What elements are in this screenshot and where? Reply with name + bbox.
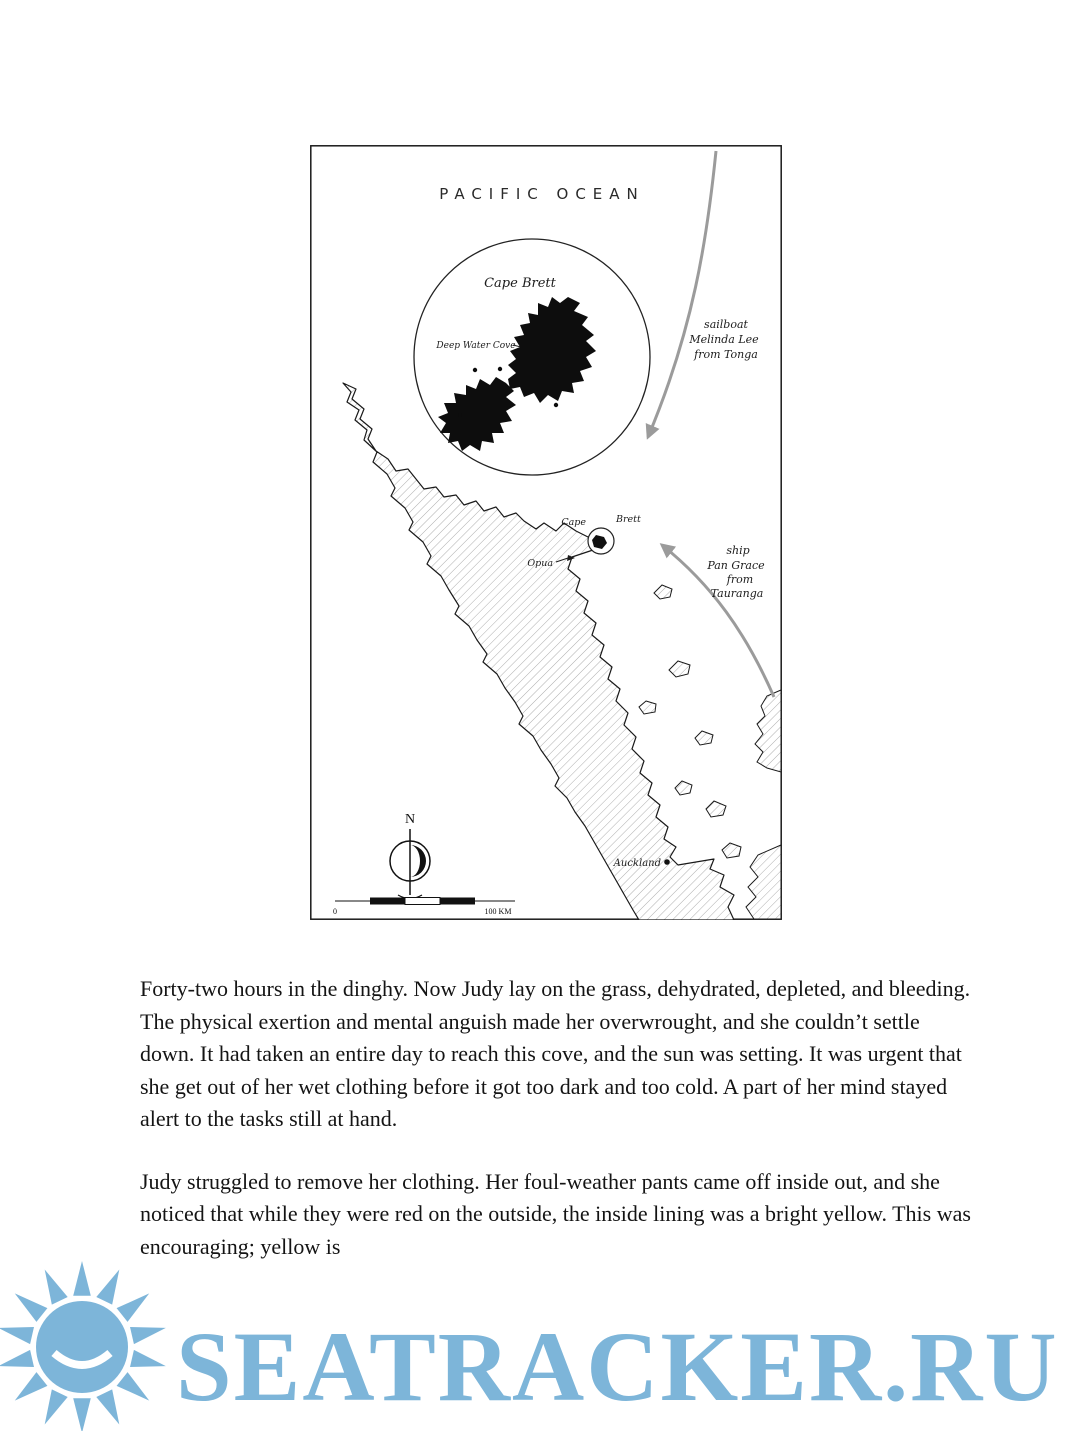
svg-text:Melinda Lee: Melinda Lee bbox=[689, 333, 759, 346]
inset-islet-dot bbox=[554, 403, 558, 407]
map-figure bbox=[310, 145, 782, 920]
svg-text:Pan Grace: Pan Grace bbox=[707, 559, 765, 572]
svg-text:Tauranga: Tauranga bbox=[710, 587, 764, 600]
svg-text:from Tonga: from Tonga bbox=[694, 348, 758, 361]
svg-text:sailboat: sailboat bbox=[704, 318, 748, 331]
auckland-label: Auckland bbox=[613, 858, 661, 869]
ocean-label: PACIFIC OCEAN bbox=[439, 185, 645, 203]
opua-label: Opua bbox=[527, 558, 553, 569]
auckland-dot bbox=[664, 859, 670, 865]
article-text bbox=[140, 973, 973, 1293]
svg-text:ship: ship bbox=[726, 544, 750, 557]
inset-cape-brett-label: Cape Brett bbox=[484, 276, 556, 291]
watermark bbox=[0, 1265, 1080, 1425]
cape-label: Cape bbox=[561, 517, 586, 528]
paragraph-1: Forty-two hours in the dinghy. Now Judy lay on the grass, dehydrated, depleted, and bleeding. The physical exertion and mental anguish made her overwrought, and she couldn’t settle down. It had taken an entire day to reach this cove, and the sun was setting. It was urgent that she get out of her wet clothing before it got too dark and too cold. A part of her mind stayed alert to the tasks still at hand. bbox=[140, 976, 971, 1131]
inset-islet-dot bbox=[498, 367, 502, 371]
scale-end-label: 100 KM bbox=[484, 907, 512, 916]
svg-text:from: from bbox=[726, 573, 754, 586]
inset-islet-dot bbox=[458, 413, 462, 417]
scale-zero-label: 0 bbox=[333, 907, 337, 916]
brett-label: Brett bbox=[616, 514, 641, 525]
inset-islet-dot bbox=[473, 368, 477, 372]
paragraph-2: Judy struggled to remove her clothing. Her foul-weather pants came off inside out, and she noticed that while they were red on the outside, the inside lining was a bright yellow. This was encouraging; yellow is bbox=[140, 1168, 971, 1259]
watermark-text: SEATRACKER.RU bbox=[176, 1311, 1059, 1422]
map-svg bbox=[310, 145, 782, 920]
sun-disc bbox=[36, 1301, 128, 1393]
inset-deep-water-cove-label: Deep Water Cove bbox=[436, 341, 516, 351]
compass-north-label: N bbox=[404, 812, 416, 827]
sun-logo bbox=[0, 1255, 170, 1431]
